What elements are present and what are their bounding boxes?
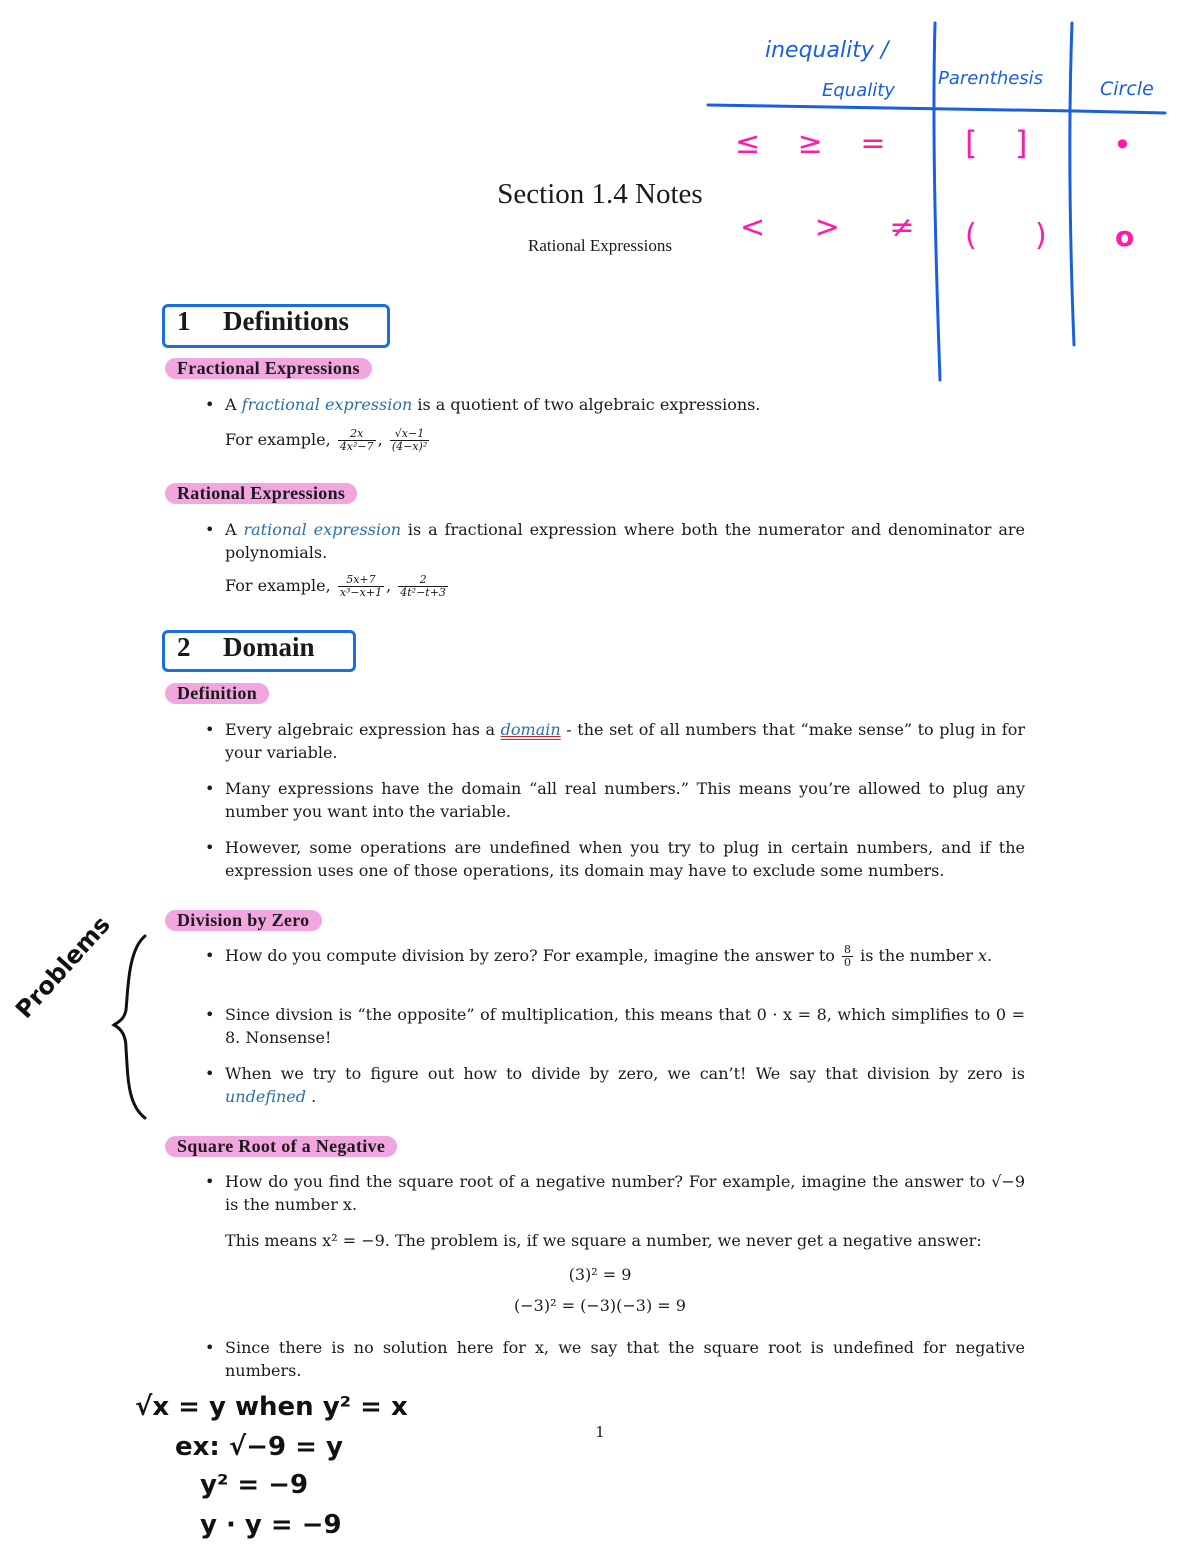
example-rational: For example, $\frac{5x+7}{\text{x³−x+1}}$ , $\frac{2}{\text{4t²−t+3}}$ [225,573,446,599]
handwritten-example: ex: √−9 = y [175,1432,343,1462]
term-fractional-expression: fractional expression [241,395,413,414]
example-frac3: $\frac{5x+7}{\text{x³−x+1}}$ [339,573,383,599]
bullet-all-real-numbers: • Many expressions have the domain “all real numbers.” This means you’re allowed to plug any number you want into the variable. [205,779,1025,821]
section1-title: Definitions [223,306,350,336]
section1-number: 1 [177,306,191,336]
annotation-row1-inequality: ≤ ≥ = [735,126,900,161]
page-title: Section 1.4 Notes [497,178,703,210]
section2-title: Domain [223,632,315,662]
equation-3-squared: (3)² = 9 [568,1265,632,1284]
subheading-definition: Definition [165,683,269,704]
example-frac2: $\frac{√x-1}{\text{(4−x)²}}$ [391,427,428,453]
annotation-row2-inequality: < > ≠ [740,210,935,245]
bullet-sqrt-undefined: • Since there is no solution here for x, we say that the square root is undefined for negative numbers. [205,1338,1025,1380]
section2-number: 2 [177,632,191,662]
bullet-division-question: • How do you compute division by zero? For example, imagine the answer to $\frac{8}{0}$ is the number x. [205,943,993,969]
equation-neg3-squared: (−3)² = (−3)(−3) = 9 [514,1296,686,1315]
handwritten-y-squared: y² = −9 [200,1470,309,1500]
subheading-square-root-negative: Square Root of a Negative [165,1136,397,1157]
annotation-header-equality: Equality [822,80,895,101]
page-subtitle: Rational Expressions [527,236,672,255]
annotation-header-inequality: inequality / [765,38,889,63]
frac-8-over-0: $\frac{8}{0}$ [844,943,851,969]
bullet-rational-definition: • A rational expression is a fractional expression where both the numerator and denominator are polynomials. [205,520,1026,562]
bullet-division-nonsense: • Since divsion is “the opposite” of multiplication, this means that 0 · x = 8, which simplifies to 0 = 8. Nonsense! [205,1005,1025,1047]
bullet-undefined-operations: • However, some operations are undefined when you try to plug in certain numbers, and if the expression uses one of those operations, its domain may have to exclude some numbers. [205,838,1025,880]
bullet-domain-definition: • Every algebraic expression has a domain - the set of all numbers that “make sense” to plug in for your variable. [205,720,1025,762]
annotation-row2-paren-close: ) [1035,218,1047,253]
bullet-division-undefined: • When we try to figure out how to divide by zero, we can’t! We say that division by zero is undefined . [205,1064,1025,1106]
subheading-fractional-expressions: Fractional Expressions [165,358,372,379]
handwritten-y-times-y: y · y = −9 [200,1510,342,1540]
annotation-header-circle: Circle [1100,78,1154,100]
term-undefined: undefined [225,1087,307,1106]
subheading-rational-expressions: Rational Expressions [165,483,357,504]
bullet-sqrt-question: • How do you find the square root of a negative number? For example, imagine the answer to √−9 is the number x. [205,1172,1025,1214]
section1-heading [177,306,349,337]
bullet-fractional-definition: • A fractional expression is a quotient of two algebraic expressions. [205,395,761,414]
example-fractional: For example, $\frac{2x}{\text{4x²−7}}$ , $\frac{√x-1}{\text{(4−x)²}}$ [225,427,428,453]
annotation-row1-bracket-close: ] [1015,124,1028,162]
annotation-row1-filled-dot: • [1113,126,1132,164]
handwritten-problems: Problems [10,910,116,1024]
example-frac1: $\frac{2x}{\text{4x²−7}}$ [339,427,374,453]
term-domain: domain [500,720,561,739]
handwritten-brace [110,930,155,1125]
page-number: 1 [595,1423,605,1441]
annotation-row1-bracket-open: [ [965,124,978,162]
handwritten-sqrt-definition: √x = y when y² = x [135,1392,408,1422]
annotation-row2-open-circle: o [1115,220,1135,253]
annotation-row2-paren-open: ( [965,218,977,253]
term-rational-expression: rational expression [243,520,402,539]
section2-heading [177,632,315,663]
sqrt-explanation: This means x² = −9. The problem is, if we square a number, we never get a negative answer: [225,1231,982,1250]
subheading-division-by-zero: Division by Zero [165,910,322,931]
annotation-header-parenthesis: Parenthesis [938,68,1044,89]
example-frac4: $\frac{2}{\text{4t²−t+3}}$ [400,573,446,599]
